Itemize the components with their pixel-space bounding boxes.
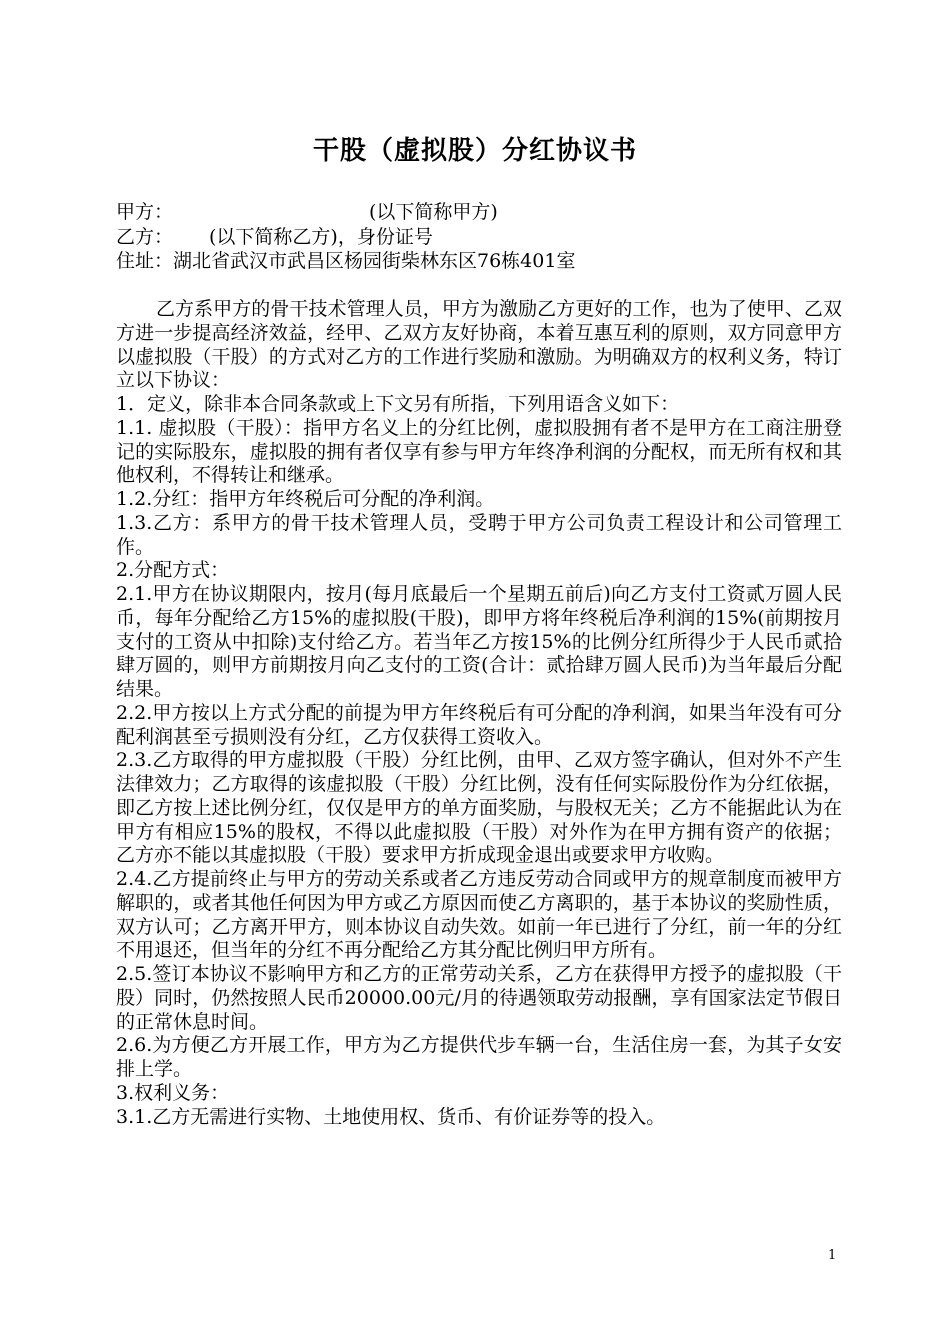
party-a-line <box>116 200 846 225</box>
clause-2-6: 2.6.为方便乙方开展工作，甲方为乙方提供代步车辆一台，生活住房一套，为其子女安排上学。 <box>116 1034 842 1080</box>
clause-3-1: 3.1.乙方无需进行实物、土地使用权、货币、有价证券等的投入。 <box>116 1105 666 1128</box>
clause-3-heading: 3.权利义务： <box>116 1081 230 1104</box>
clause-2-5: 2.5.签订本协议不影响甲方和乙方的正常劳动关系，乙方在获得甲方授予的虚拟股（干股）同时，仍然按照人民币20000.00元/月的待遇领取劳动报酬，享有国家法定节假日的正常休息时间。 <box>116 963 842 1033</box>
clause-2-3: 2.3.乙方取得的甲方虚拟股（干股）分红比例，由甲、乙双方签字确认，但对外不产生法律效力；乙方取得的该虚拟股（干股）分红比例，没有任何实际股份作为分红依据，即乙方按上述比例分红，仅仅是甲方的单方面奖励，与股权无关；乙方不能据此认为在甲方有相应15%的股权，不得以此虚拟股（干股）对外作为在甲方拥有资产的依据；乙方亦不能以其虚拟股（干股）要求甲方折成现金退出或要求甲方收购。 <box>116 749 842 867</box>
clause-1-heading: 1．定义，除非本合同条款或上下文另有所指，下列用语含义如下： <box>116 393 680 415</box>
party-b-note: (以下简称乙方)，身份证号 <box>209 225 433 248</box>
agreement-body <box>116 298 842 1129</box>
clause-1-3: 1.3.乙方：系甲方的骨干技术管理人员，受聘于甲方公司负责工程设计和公司管理工作。 <box>116 511 842 558</box>
clause-1-2: 1.2.分红：指甲方年终税后可分配的净利润。 <box>116 488 495 510</box>
clause-2-4: 2.4.乙方提前终止与甲方的劳动关系或者乙方违反劳动合同或甲方的规章制度而被甲方解职的，或者其他任何因为甲方或乙方原因而使乙方离职的，基于本协议的奖励性质，双方认可；乙方离开甲方，则本协议自动失效。如前一年已进行了分红，前一年的分红不用退还，但当年的分红不再分配给乙方其分配比例归甲方所有。 <box>116 868 842 962</box>
page-number: 1 <box>828 1248 837 1263</box>
clause-2-heading: 2.分配方式： <box>116 559 230 582</box>
address-line: 住址：湖北省武汉市武昌区杨园街柴林东区76栋401室 <box>116 250 576 272</box>
intro-paragraph: 乙方系甲方的骨干技术管理人员，甲方为激励乙方更好的工作，也为了使甲、乙双方进一步提高经济效益，经甲、乙双方友好协商，本着互惠互利的原则，双方同意甲方以虚拟股（干股）的方式对乙方的工作进行奖励和激励。为明确双方的权利义务，特订立以下协议： <box>116 298 842 392</box>
clause-1-1: 1.1. 虚拟股（干股）：指甲方名义上的分红比例，虚拟股拥有者不是甲方在工商注册登记的实际股东，虚拟股的拥有者仅享有参与甲方年终净利润的分配权，而无所有权和其他权利，不得转让和继承。 <box>116 416 842 487</box>
document-title: 干股（虚拟股）分红协议书 <box>312 136 637 166</box>
party-a-label: 甲方： <box>116 201 174 223</box>
clause-2-1: 2.1.甲方在协议期限内，按月(每月底最后一个星期五前后)向乙方支付工资贰万圆人民币，每年分配给乙方15%的虚拟股(干股)，即甲方将年终税后净利润的15%(前期按月支付的工资从中扣除)支付给乙方。若当年乙方按15%的比例分红所得少于人民币贰拾肆万圆的，则甲方前期按月向乙支付的工资(合计：贰拾肆万圆人民币)为当年最后分配结果。 <box>116 583 842 700</box>
party-b-label: 乙方： <box>116 225 174 248</box>
clause-2-2: 2.2.甲方按以上方式分配的前提为甲方年终税后有可分配的净利润，如果当年没有可分配利润甚至亏损则没有分红，乙方仅获得工资收入。 <box>116 701 842 748</box>
party-b-line <box>116 225 846 250</box>
party-info <box>116 200 846 274</box>
party-a-note: (以下简称甲方) <box>369 201 498 223</box>
